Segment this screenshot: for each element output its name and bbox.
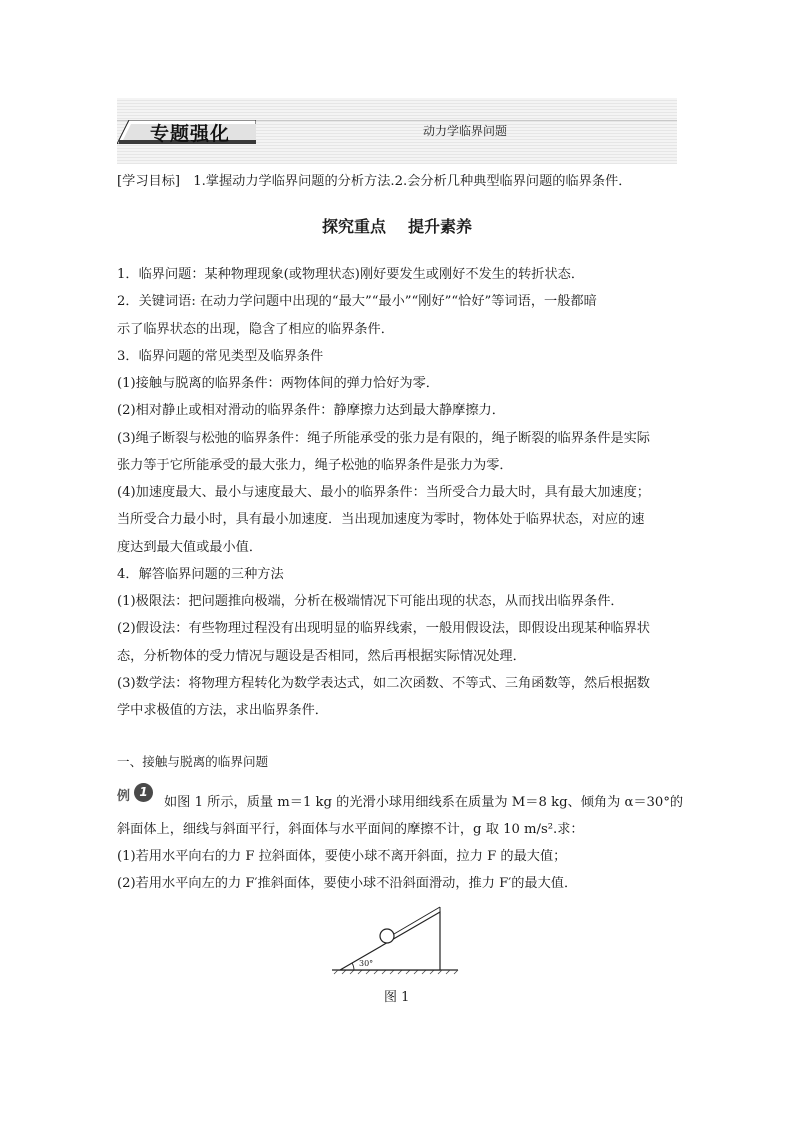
section-title-right: 提升素养: [408, 217, 473, 236]
incline-figure: [330, 896, 460, 976]
example-line: (2)若用水平向左的力 F′推斜面体，要使小球不沿斜面滑动，推力 F′的最大值．: [117, 876, 578, 891]
example-label: 例: [117, 789, 131, 804]
body-line: (3)绳子断裂与松弛的临界条件：绳子所能承受的张力是有限的，绳子断裂的临界条件是实际: [117, 431, 650, 446]
body-line: (2)相对静止或相对滑动的临界条件：静摩擦力达到最大静摩擦力．: [117, 403, 505, 418]
body-line: 1．临界问题：某种物理现象(或物理状态)刚好要发生或刚好不发生的转折状态．: [117, 267, 585, 282]
example-line: 斜面体上，细线与斜面平行，斜面体与水平面间的摩擦不计，g 取 10 m/s².求：: [117, 822, 584, 837]
learning-objectives: [学习目标] 1.掌握动力学临界问题的分析方法.2.会分析几种典型临界问题的临界条件．: [117, 174, 632, 189]
body-line: 示了临界状态的出现，隐含了相应的临界条件．: [117, 322, 394, 337]
body-line: 2．关键词语: 在动力学问题中出现的“最大”“最小”“刚好”“恰好”等词语，一般都暗: [117, 294, 597, 309]
page-header: [117, 98, 677, 164]
body-line: (1)极限法：把问题推向极端，分析在极端情况下可能出现的状态，从而找出临界条件．: [117, 594, 624, 609]
section-title-left: 探究重点: [321, 217, 386, 236]
incline-diagram: [330, 896, 460, 976]
body-line: (1)接触与脱离的临界条件：两物体间的弹力恰好为零．: [117, 376, 439, 391]
body-line: 学中求极值的方法，求出临界条件．: [117, 703, 328, 718]
header-badge: [117, 120, 256, 144]
figure-caption: 图 1: [384, 990, 410, 1005]
example-line: (1)若用水平向右的力 F 拉斜面体，要使小球不离开斜面，拉力 F 的最大值；: [117, 849, 567, 864]
sub-heading: 一、接触与脱离的临界问题: [117, 754, 269, 769]
header-topic: 动力学临界问题: [423, 124, 508, 138]
example-line: 如图 1 所示，质量 m＝1 kg 的光滑小球用细线系在质量为 M＝8 kg、倾角为 α＝30°的: [164, 795, 684, 810]
body-line: (2)假设法：有些物理过程没有出现明显的临界线索，一般用假设法，即假设出现某种临界状: [117, 621, 650, 636]
body-line: 态，分析物体的受力情况与题设是否相同，然后再根据实际情况处理．: [117, 649, 526, 664]
example-number: 1: [134, 783, 153, 802]
example-badge: [117, 783, 157, 805]
section-title: [0, 214, 794, 237]
body-line: 度达到最大值或最小值．: [117, 540, 263, 555]
body-line: 张力等于它所能承受的最大张力，绳子松弛的临界条件是张力为零．: [117, 458, 513, 473]
header-badge-text: 专题强化: [150, 123, 231, 145]
angle-label: 30°: [359, 959, 374, 968]
body-line: 当所受合力最小时，具有最小加速度．当出现加速度为零时，物体处于临界状态，对应的速: [117, 512, 645, 527]
body-line: 4．解答临界问题的三种方法: [117, 567, 284, 582]
ball: [380, 929, 394, 943]
body-line: 3．临界问题的常见类型及临界条件: [117, 349, 324, 364]
body-line: (4)加速度最大、最小与速度最大、最小的临界条件：当所受合力最大时，具有最大加速度；: [117, 485, 650, 500]
body-line: (3)数学法：将物理方程转化为数学表达式，如二次函数、不等式、三角函数等，然后根据数: [117, 676, 650, 691]
